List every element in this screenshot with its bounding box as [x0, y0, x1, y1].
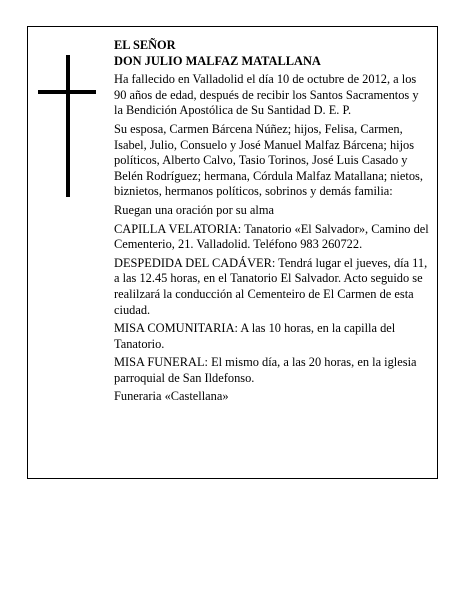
- cross-icon: [28, 27, 88, 227]
- misa-funeral: MISA FUNERAL: El mismo día, a las 20 horas, en la iglesia parroquial de San Ildefonso.: [114, 355, 417, 385]
- prayer-request: Ruegan una oración por su alma: [114, 202, 274, 217]
- obituary-text: [114, 38, 430, 408]
- cross-vertical-bar: [66, 55, 70, 197]
- cross-horizontal-bar: [38, 90, 96, 94]
- obituary-notice: [27, 26, 438, 479]
- capilla-velatoria: CAPILLA VELATORIA: Tanatorio «El Salvador», Camino del Cementerio, 21. Valladolid. Teléfono 983 260722.: [114, 221, 429, 252]
- death-announcement: Ha fallecido en Valladolid el día 10 de octubre de 2012, a los 90 años de edad, después de recibir los Santos Sacramentos y la Bendición Apostólica de Su Santidad D. E. P.: [114, 72, 419, 118]
- despedida-cadaver: DESPEDIDA DEL CADÁVER: Tendrá lugar el jueves, día 11, a las 12.45 horas, en el Tanatorio El Salvador. Acto seguido se realilzará la conducción al Cementeiro de El Carmen de esta ciudad.: [114, 255, 428, 317]
- funeraria: Funeraria «Castellana»: [114, 389, 229, 404]
- deceased-name: DON JULIO MALFAZ MATALLANA: [114, 53, 321, 68]
- family-list: Su esposa, Carmen Bárcena Núñez; hijos, Felisa, Carmen, Isabel, Julio, Consuelo y José Manuel Malfaz Bárcena; hijos políticos, Alberto Calvo, Tasio Torinos, José Luis Casado y Belén Rodríguez; hermana, Córdula Malfaz Matallana; nietos, biznietos, hermanos políticos, sobrinos y demás familia:: [114, 121, 423, 199]
- heading-title: EL SEÑOR: [114, 38, 176, 52]
- misa-comunitaria: MISA COMUNITARIA: A las 10 horas, en la capilla del Tanatorio.: [114, 321, 396, 351]
